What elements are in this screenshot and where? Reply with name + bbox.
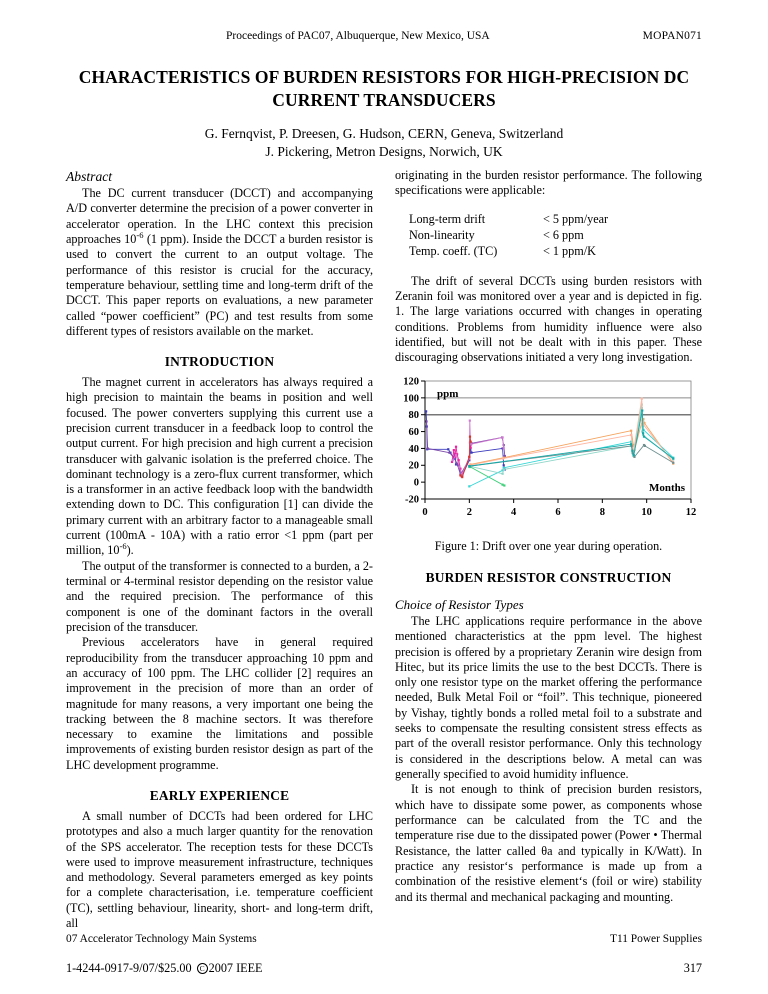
figure-caption: Figure 1: Drift over one year during operation. — [434, 539, 663, 554]
footer-topic-row — [66, 933, 702, 945]
abstract-text-1: The DC current transducer (DCCT) and accompanying A/D converter determine the precision of a power converter in accelerator operation. In the LHC context this precision approaches 10 — [66, 186, 373, 246]
author-list — [66, 125, 702, 162]
abstract-body — [66, 186, 373, 339]
author-line-1: G. Fernqvist, P. Dreesen, G. Hudson, CERN, Geneva, Switzerland — [204, 125, 564, 141]
page-number: 317 — [683, 961, 702, 975]
section-heading-introduction: INTRODUCTION — [164, 354, 275, 370]
proceedings-text: Proceedings of PAC07, Albuquerque, New Mexico, USA — [226, 30, 490, 42]
figure-1 — [395, 373, 702, 554]
spec-name: Long-term drift — [409, 211, 486, 226]
table-row — [409, 212, 608, 228]
table-row — [409, 228, 608, 244]
svg-text:80: 80 — [408, 410, 419, 422]
table-row — [409, 244, 608, 260]
abstract-exponent: -6 — [136, 229, 144, 240]
svg-text:40: 40 — [408, 444, 419, 456]
chart-container — [395, 373, 702, 533]
burden-resistor-paragraph-1: The LHC applications require performance in the above mentioned characteristics at the ppm level. The highest precision is offered by a proprietary Zeranin wire design from Hitec, but its price limits the use to the best DCCTs. There is only one resistor type on the market offering the performance needed, Bulk Metal Foil or “foil”. This technique, pioneered by Vishay, tightly bonds a rolled metal foil to a substrate and seeks to compensate the resulting consistent stress effects as part of the overall resistor performance. Only this technology is considered in the descriptions below. A metal can was generally specified to avoid humidity influence. — [395, 613, 702, 781]
footer-isbn-row — [66, 961, 702, 976]
svg-text:60: 60 — [408, 427, 419, 439]
spec-value: < 1 ppm/K — [543, 244, 596, 259]
svg-text:20: 20 — [408, 461, 419, 473]
spec-value: < 6 ppm — [543, 227, 584, 242]
svg-text:12: 12 — [685, 507, 697, 519]
svg-text:4: 4 — [511, 507, 517, 519]
early-experience-paragraph-2: The drift of several DCCTs using burden resistors with Zeranin foil was monitored over a year and is depicted in fig. 1. The large variations occurred with changes in operating conditions. Problems from humidity influence were also identified, but will not be dealt with in this paper. These discouraging observations initiated a very long investigation. — [395, 273, 702, 365]
section-heading-early-experience: EARLY EXPERIENCE — [149, 788, 290, 804]
intro-exponent: -6 — [119, 541, 127, 552]
left-column — [66, 168, 373, 931]
svg-text:Months: Months — [648, 482, 685, 495]
abstract-text-2: (1 ppm). Inside the DCCT a burden resistor is used to convert the current to an output voltage. The performance of this resistor is crucial for the accuracy, temperature behaviour, settling time and long-term drift of the DCCT. This paper reports on evaluations, a new parameter called “power coefficient” (PC) and test results from some different types of resistors available on the market. — [66, 231, 373, 338]
svg-text:100: 100 — [403, 393, 419, 405]
early-experience-paragraph-1-cont: originating in the burden resistor performance. The following specifications were applicable: — [395, 168, 702, 198]
title-block — [66, 66, 702, 161]
spec-value: < 5 ppm/year — [543, 211, 609, 226]
specifications-table-body — [409, 212, 608, 261]
right-column — [395, 168, 702, 905]
specifications-table — [409, 212, 608, 261]
spec-name: Non-linearity — [409, 227, 475, 242]
subsection-heading-choice-of-resistor-types: Choice of Resistor Types — [395, 596, 524, 612]
paper-code: MOPAN071 — [642, 30, 702, 42]
svg-text:0: 0 — [413, 477, 419, 489]
intro-paragraph-1 — [66, 375, 373, 559]
drift-line-chart — [395, 373, 702, 533]
svg-text:6: 6 — [555, 507, 561, 519]
footer-topic-left: 07 Accelerator Technology Main Systems — [66, 933, 257, 945]
svg-text:-20: -20 — [405, 494, 419, 506]
svg-text:120: 120 — [403, 376, 419, 388]
abstract-heading: Abstract — [66, 169, 113, 184]
page-title: CHARACTERISTICS OF BURDEN RESISTORS FOR HIGH-PRECISION DC CURRENT TRANSDUCERS — [78, 67, 690, 110]
running-head — [66, 30, 702, 42]
svg-text:10: 10 — [641, 507, 652, 519]
copyright-icon: C — [197, 963, 208, 974]
intro-paragraph-3: Previous accelerators have in general required reproducibility from the transducer approaching 10 ppm and an accuracy of 100 ppm. The LHC collider [2] requires an improvement in the precision of more than an order of magnitude for many reasons, a very important one being the tracking between the 8 machine sectors. It was therefore necessary to examine the limitations and possible improvements of existing burden resistor design as part of the LHC development programme. — [66, 635, 373, 772]
early-experience-paragraph-1: A small number of DCCTs had been ordered for LHC prototypes and also a much larger quantity for the renovation of the SPS accelerator. The reception tests for these DCCTs were used to improve measurement infrastructure, techniques and methodology. Several parameters emerged as key points for a complete characterisation, i.e. temperature coefficient (TC), settling behaviour, linearity, short- and long-term drift, all — [66, 808, 373, 931]
burden-resistor-paragraph-2: It is not enough to think of precision burden resistors, which have to dissipate some power, as components whose performance can be calculated from the TC and the temperature rise due to the dissipated power (Power • Thermal Resistance, the latter called θa and typically in K/Watt). In practice any resistor‘s performance is made up from a combination of the resistive element‘s (foil or wire) stability and its thermal and mechanical packaging and mounting. — [395, 782, 702, 904]
footer-topic-right: T11 Power Supplies — [610, 933, 702, 945]
svg-text:ppm: ppm — [437, 388, 459, 401]
intro-text-1: The magnet current in accelerators has always required a high precision to maintain the beams in position and well focused. The power converters supplying this current use a precision current transducer in a feedback loop to control the output current. For high precision and high current a precision transducer with galvanic isolation is the preferred choice. The dominant technology is a zero-flux current transformer, which is a transformer in an active feedback loop with the bandwidth extending down to DC. This configuration [1] can divide the primary current with an arbitrary factor to a manageable small current (100mA - 10A) with a ratio error <1 ppm (part per million, 10 — [66, 374, 373, 558]
spec-name: Temp. coeff. (TC) — [409, 244, 498, 259]
intro-paragraph-2: The output of the transformer is connected to a burden, a 2-terminal or 4-terminal resistor depending on the resistor value and the required precision. The performance of this component is one of the dominant factors in the overall precision of the transducer. — [66, 558, 373, 634]
author-line-2: J. Pickering, Metron Designs, Norwich, UK — [265, 143, 503, 159]
intro-text-2: ). — [126, 543, 134, 558]
footer-copyright-text: 2007 IEEE — [208, 961, 263, 975]
svg-text:8: 8 — [599, 507, 605, 519]
svg-text:0: 0 — [422, 507, 428, 519]
svg-text:2: 2 — [466, 507, 472, 519]
footer-isbn-text: 1-4244-0917-9/07/$25.00 — [66, 961, 195, 975]
footer-isbn — [66, 961, 262, 976]
section-heading-burden-resistor: BURDEN RESISTOR CONSTRUCTION — [425, 569, 672, 585]
